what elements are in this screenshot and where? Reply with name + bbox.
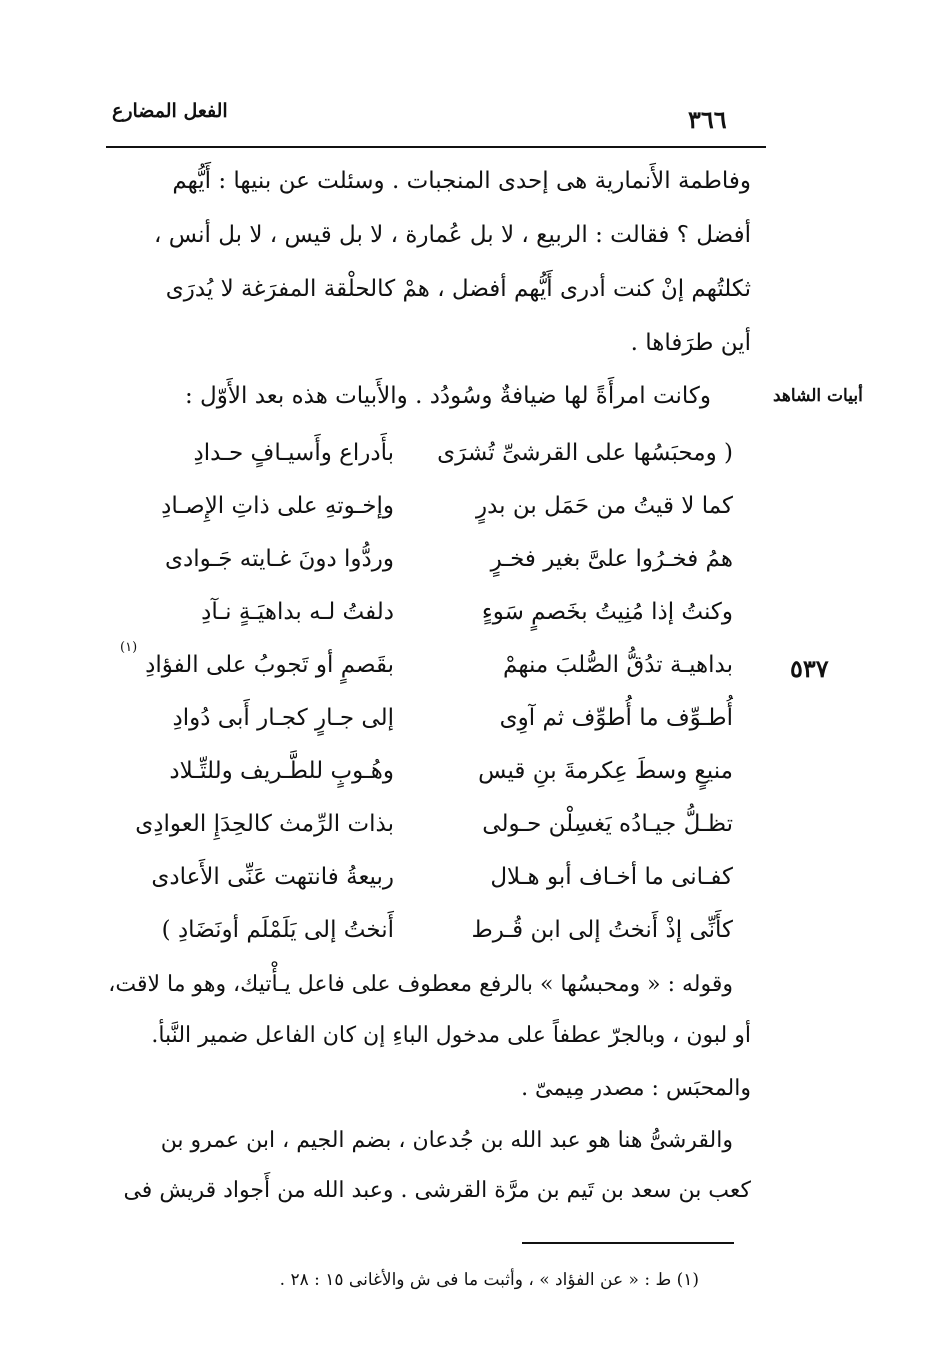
verse-5-first: بداهيـة تدُقُّ الصُّلبَ منهمْ xyxy=(503,652,733,678)
verse-7-first: منيعٍ وسطَ عِكرمةَ بنِ قيس xyxy=(478,758,733,784)
commentary-line-4: والقرشىُّ هنا هو عبد الله بن جُدعان ، بضم الجيم ، ابن عمرو بن xyxy=(160,1128,733,1153)
intro-line-4: أين طرَفاها . xyxy=(630,330,751,356)
verse-6-second: إلى جـارٍ كجـار أَبى دُوادِ xyxy=(172,705,394,731)
verse-3-first: همُ فخـرُوا علىَّ بغير فخـرٍ xyxy=(490,546,733,572)
intro-line-3: ثكلتُهم إنْ كنت أدرى أَيُّهم أفضل ، همْ كالحلْقة المفرَغة لا يُدرَى xyxy=(165,276,751,302)
verse-8-first: تظـلُّ جيـادُه يَغسِلْن حـولى xyxy=(482,811,733,837)
verse-10-second: أَنختُ إلى يَلَمْلَم أونَضَادِ ) xyxy=(161,917,394,943)
commentary-line-2: أو لبون ، وبالجرّ عطفاً على مدخول الباءِ إن كان الفاعل ضمير النَّبأ. xyxy=(151,1023,751,1048)
header-rule xyxy=(106,146,766,148)
verse-3-second: وردُّوا دونَ غـايته جَـوادى xyxy=(164,546,394,572)
verse-number: ٥٣٧ xyxy=(790,654,829,683)
verse-8-second: بذات الرِّمث كالحِدَإِ العوادِى xyxy=(135,811,394,837)
page-number: ٣٦٦ xyxy=(688,105,727,134)
verse-4-second: دلفتُ لـه بداهيَـةٍ نـآدِ xyxy=(201,599,394,625)
verse-1-first: ( ومحبَسُها على القرشىِّ تُشرَى xyxy=(437,440,733,466)
footnote-rule xyxy=(522,1242,734,1244)
commentary-line-1: وقوله : « ومحبسُها » بالرفع معطوف على فاعل يـأْتيك، وهو ما لاقت، xyxy=(108,972,733,997)
verse-2-first: كما لا قيتُ من حَمَل بن بدرٍ xyxy=(475,493,733,519)
verse-2-second: وإخـوتهِ على ذاتِ الإِصـادِ xyxy=(161,493,394,519)
verse-5-second: بقَصمٍ أو تَجوبُ على الفؤادِ xyxy=(145,652,394,678)
verse-7-second: وهُـوبٍ للطَّـريف وللتِّـلاد xyxy=(169,758,394,784)
verse-6-first: أُطـوِّف ما أُطوِّف ثم آوِى xyxy=(499,705,733,731)
verse-10-first: كأَنِّى إذْ أَنختُ إلى ابن قُـرط xyxy=(471,917,733,943)
intro-line-2: أفضل ؟ فقالت : الربيع ، لا بل عُمارة ، لا بل قيس ، لا بل أنس ، xyxy=(154,222,751,248)
commentary-line-5: كعب بن سعد بن تَيم بن مرَّة القرشى . وعبد الله من أَجواد قريش فى xyxy=(123,1178,751,1203)
running-title: الفعل المضارع xyxy=(112,100,228,122)
verse-9-second: ربيعةُ فانتهت عَنِّى الأَعادى xyxy=(151,864,394,890)
verse-4-first: وكنتُ إذا مُنِيتُ بخَصمٍ سَوءٍ xyxy=(481,599,733,625)
verses-intro: وكانت امرأَةً لها ضيافةٌ وسُودُد . والأَبيات هذه بعد الأَوّل : xyxy=(185,383,711,409)
verse-1-second: بأَدراع وأَسيـافٍ حـدادِ xyxy=(193,440,394,466)
footnote: (١) ط : « عن الفؤاد » ، وأثبت ما فى ش والأغانى ١٥ : ٢٨ . xyxy=(279,1270,699,1290)
commentary-line-3: والمحبَس : مصدر مِيمىّ . xyxy=(521,1076,751,1101)
footnote-marker: (١) xyxy=(120,640,138,655)
verse-9-first: كفـانى ما أخـاف أبو هـلال xyxy=(490,864,733,890)
margin-label: أبيات الشاهد xyxy=(773,386,863,406)
intro-line-1: وفاطمة الأَنمارية هى إحدى المنجبات . وسئلت عن بنيها : أَيُّهم xyxy=(172,168,751,194)
